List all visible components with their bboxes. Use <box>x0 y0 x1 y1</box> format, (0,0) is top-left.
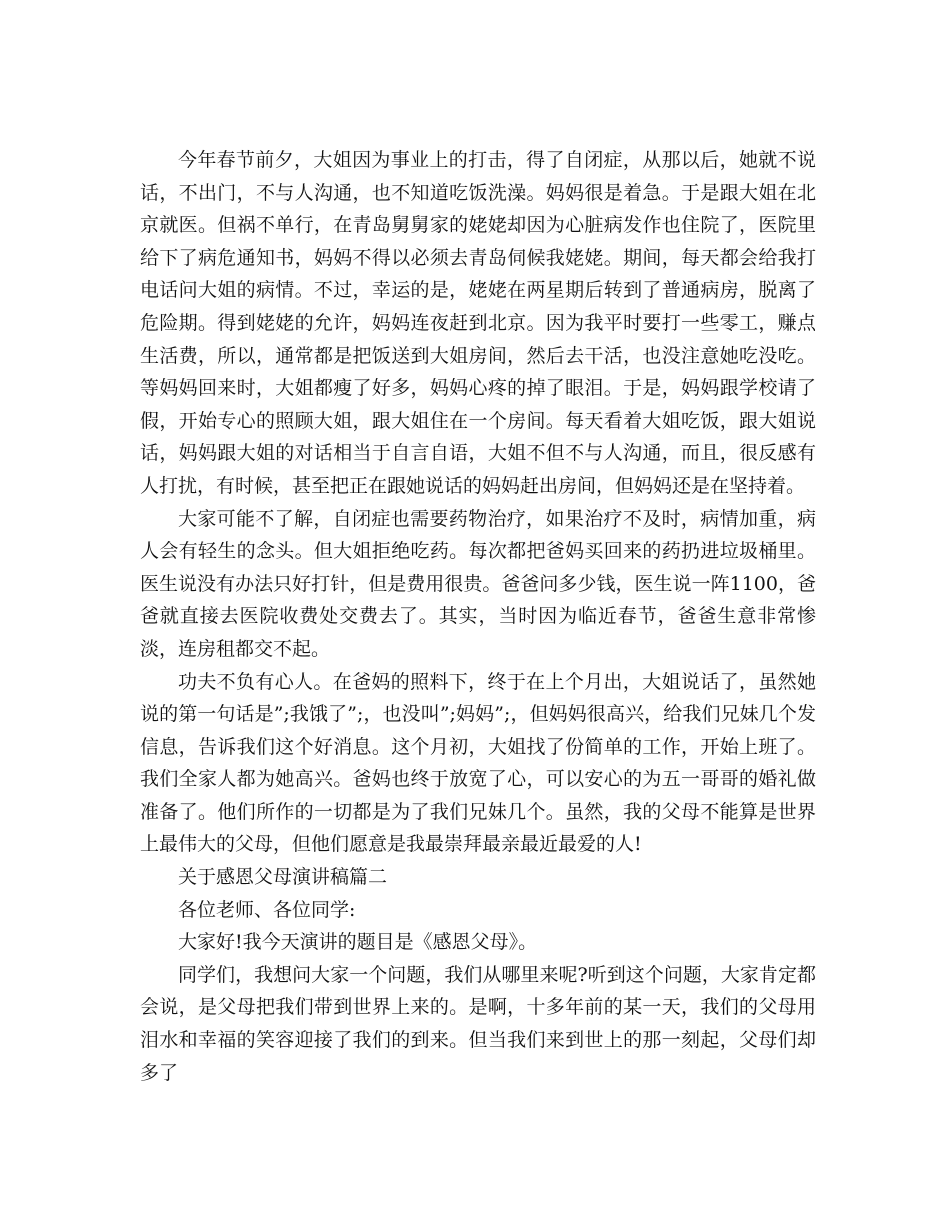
paragraph-1: 今年春节前夕，大姐因为事业上的打击，得了自闭症，从那以后，她就不说话，不出门，不与人沟通，也不知道吃饭洗澡。妈妈很是着急。于是跟大姐在北京就医。但祸不单行，在青岛舅舅家的姥姥却因为心脏病发作也住院了，医院里给下了病危通知书，妈妈不得以必须去青岛伺候我姥姥。期间，每天都会给我打电话问大姐的病情。不过，幸运的是，姥姥在两星期后转到了普通病房，脱离了危险期。得到姥姥的允许，妈妈连夜赶到北京。因为我平时要打一些零工，赚点生活费，所以，通常都是把饭送到大姐房间，然后去干活，也没注意她吃没吃。等妈妈回来时，大姐都瘦了好多，妈妈心疼的掉了眼泪。于是，妈妈跟学校请了假，开始专心的照顾大姐，跟大姐住在一个房间。每天看着大姐吃饭，跟大姐说话，妈妈跟大姐的对话相当于自言自语，大姐不但不与人沟通，而且，很反感有人打扰，有时候，甚至把正在跟她说话的妈妈赶出房间，但妈妈还是在坚持着。 <box>140 149 816 497</box>
document-body <box>140 144 816 1089</box>
speech-intro: 大家好!我今天演讲的题目是《感恩父母》。 <box>178 931 538 954</box>
paragraph-2: 大家可能不了解，自闭症也需要药物治疗，如果治疗不及时，病情加重，病人会有轻生的念头。但大姐拒绝吃药。每次都把爸妈买回来的药扔进垃圾桶里。医生说没有办法只好打针，但是费用很贵。爸爸问多少钱，医生说一阵1100，爸爸就直接去医院收费处交费去了。其实，当时因为临近春节，爸爸生意非常惨淡，连房租都交不起。 <box>140 507 816 660</box>
greeting: 各位老师、各位同学: <box>178 898 356 921</box>
section-title: 关于感恩父母演讲稿篇二 <box>178 866 388 889</box>
paragraph-3: 功夫不负有心人。在爸妈的照料下，终于在上个月出，大姐说话了，虽然她说的第一句话是”;我饿了”;，也没叫”;妈妈”;，但妈妈很高兴，给我们兄妹几个发信息，告诉我们这个好消息。这个月初，大姐找了份简单的工作，开始上班了。我们全家人都为她高兴。爸妈也终于放宽了心，可以安心的为五一哥哥的婚礼做准备了。他们所作的一切都是为了我们兄妹几个。虽然，我的父母不能算是世界上最伟大的父母，但他们愿意是我最崇拜最亲最近最爱的人! <box>140 670 816 856</box>
paragraph-last: 同学们，我想问大家一个问题，我们从哪里来呢?听到这个问题，大家肯定都会说，是父母把我们带到世界上来的。是啊，十多年前的某一天，我们的父母用泪水和幸福的笑容迎接了我们的到来。但当我们来到世上的那一刻起，父母们却多了 <box>140 963 816 1084</box>
